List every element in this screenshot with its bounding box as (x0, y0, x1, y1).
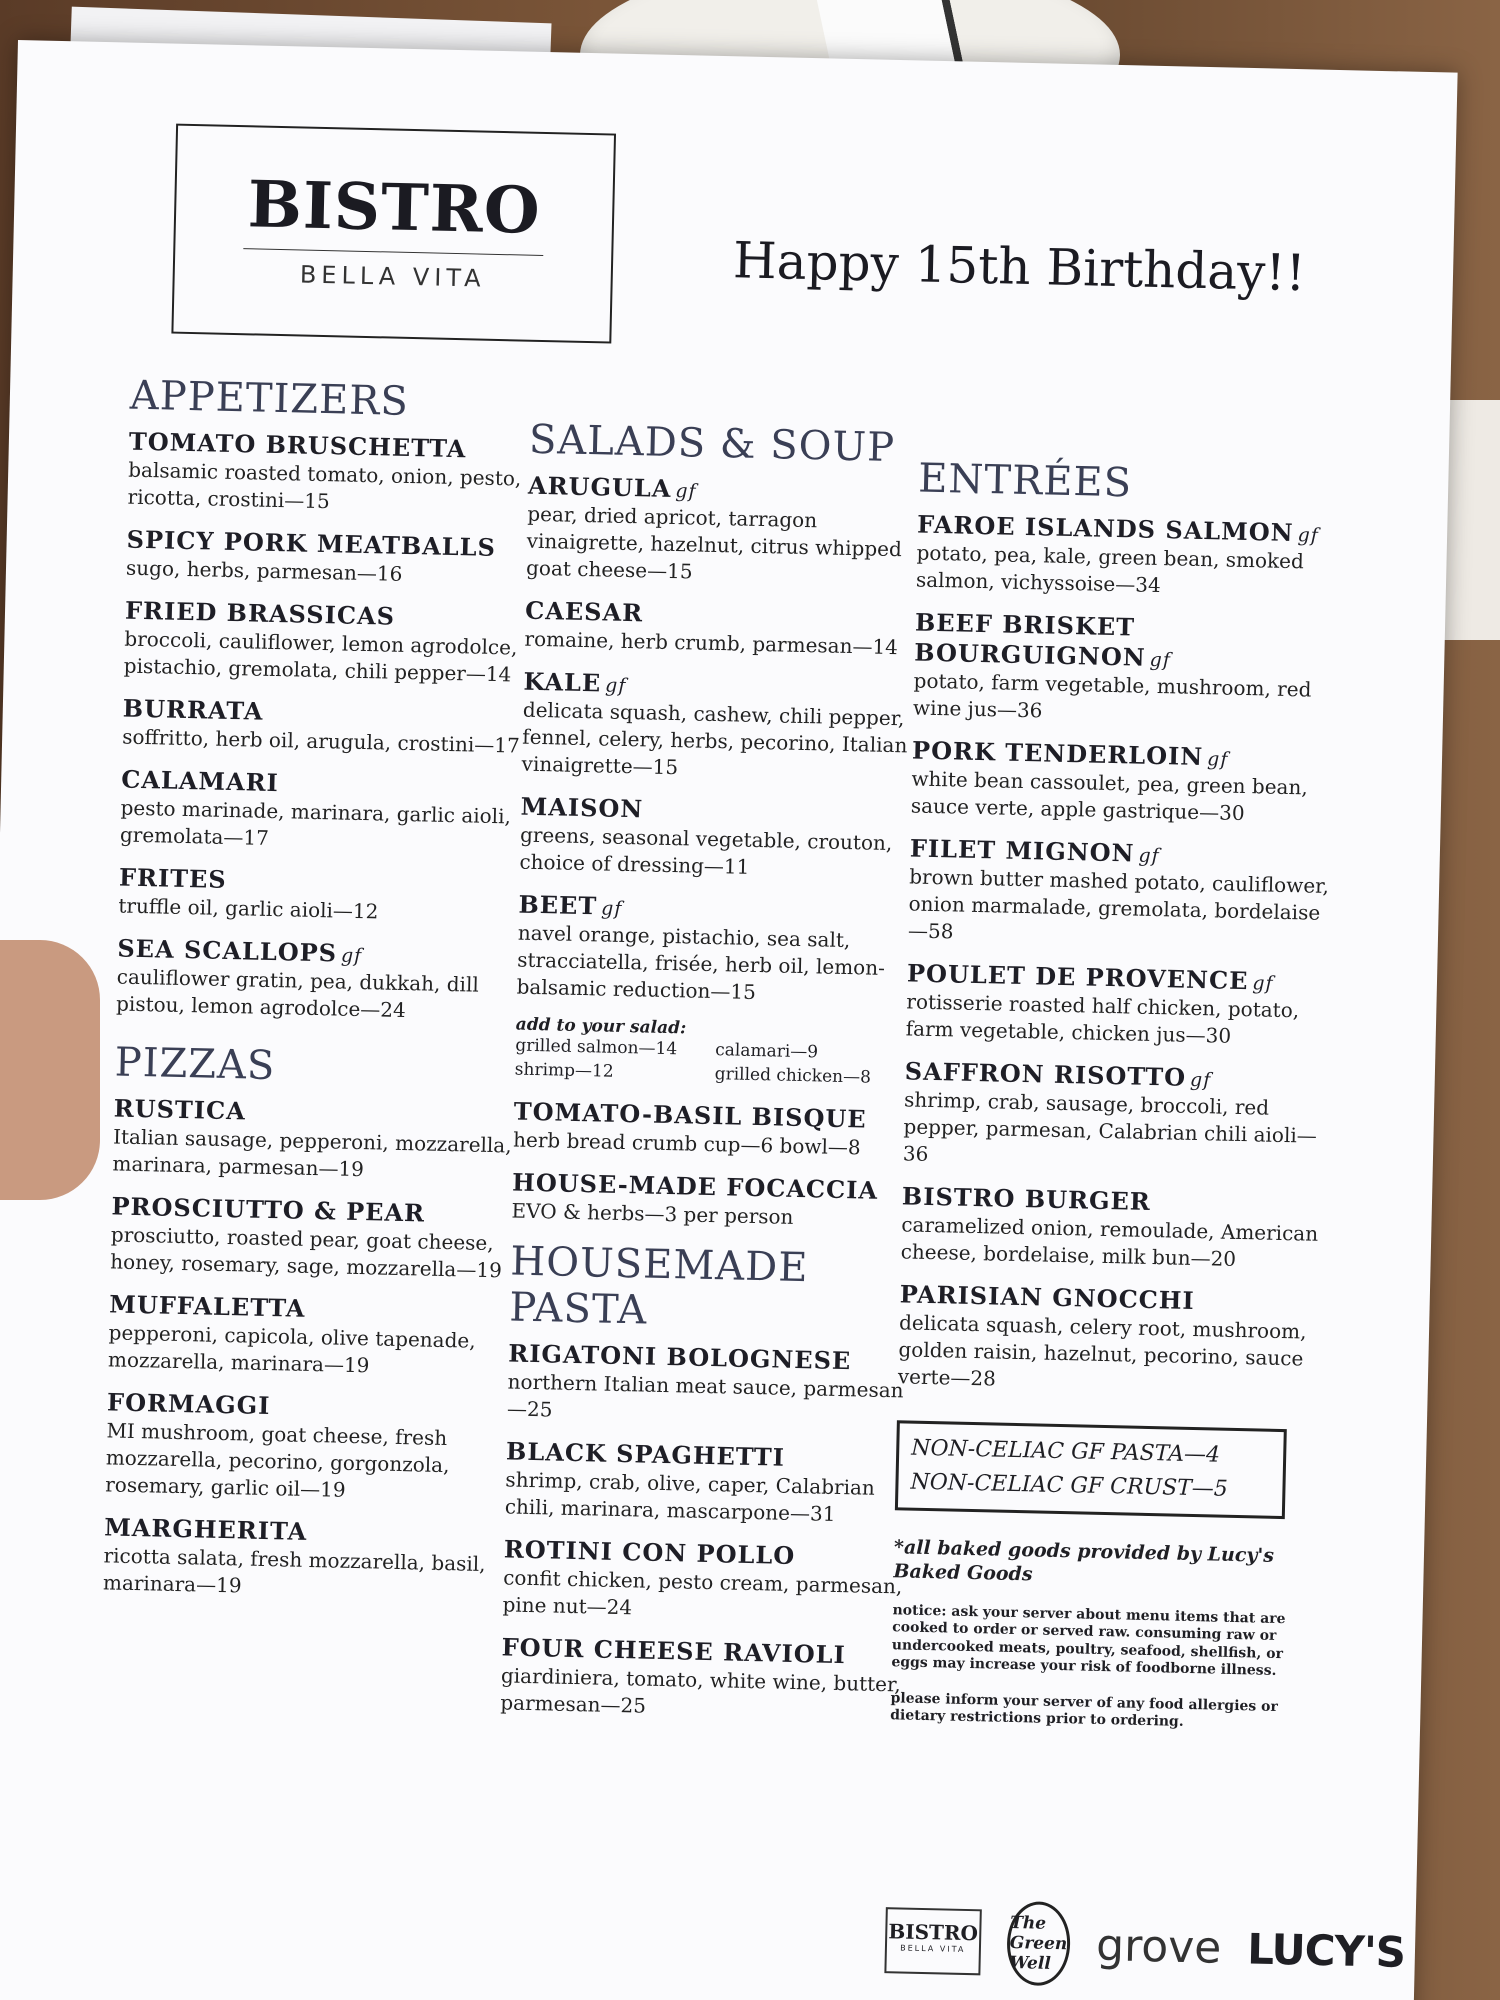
menu-item (116, 933, 548, 1027)
menu-item (519, 792, 921, 885)
green-well-logo: The Green Well (1006, 1901, 1071, 1986)
menu-item (898, 1279, 1330, 1400)
menu-item (903, 1056, 1335, 1177)
menu-item-title: HOUSE-MADE FOCACCIA (511, 1167, 879, 1205)
menu-item-title: CAESAR (524, 595, 644, 628)
menu-item-name (914, 608, 1345, 678)
menu-item (120, 765, 552, 859)
gluten-free-marker: gf (600, 897, 623, 920)
menu-item-title: CALAMARI (120, 764, 280, 798)
salad-addon: grilled salmon—14 (515, 1035, 678, 1060)
menu-sheet (0, 40, 1458, 2000)
partner-logos (884, 1900, 1406, 1992)
salad-addon: calamari—9 (715, 1040, 819, 1063)
menu-item-description: delicata squash, cashew, chili pepper, fennel, celery, herbs, pecorino, Italian vinaigrette—15 (521, 697, 908, 780)
entrees-list (898, 510, 1348, 1401)
gf-pasta: NON-CELIAC GF PASTA—4 (910, 1435, 1221, 1468)
menu-item-title: MUFFALETTA (109, 1289, 306, 1323)
menu-item-title: BISTRO BURGER (901, 1181, 1152, 1216)
menu-item (124, 596, 556, 690)
menu-item-title: FRIED BRASSICAS (124, 595, 396, 631)
menu-item-title: MARGHERITA (103, 1512, 308, 1546)
menu-item-description: greens, seasonal vegetable, crouton, choice of dressing—11 (519, 822, 893, 879)
birthday-greeting: Happy 15th Birthday!! (732, 231, 1307, 303)
menu-item-title: FAROE ISLANDS SALMON (916, 509, 1294, 548)
section-title-entrees: ENTRÉES (917, 455, 1133, 507)
menu-item-title: RIGATONI BOLOGNESE (508, 1338, 852, 1375)
menu-item-description: pear, dried apricot, tarragon vinaigrette, hazelnut, citrus whipped goat cheese—15 (525, 501, 903, 584)
menu-item-title: FORMAGGI (106, 1387, 271, 1421)
menu-item-description: ricotta salata, fresh mozzarella, basil, marinara—19 (102, 1543, 486, 1598)
gluten-free-marker: gf (604, 674, 627, 697)
gluten-free-marker: gf (1149, 648, 1172, 672)
gluten-free-marker: gf (1206, 748, 1229, 771)
menu-item (105, 1387, 537, 1508)
menu-item (127, 427, 559, 521)
menu-item-description: northern Italian meat sauce, parmesan—25 (506, 1369, 904, 1422)
baked-goods-note: *all baked goods provided by Lucy's Baked Goods (893, 1536, 1275, 1586)
menu-item-title: RUSTICA (113, 1093, 247, 1126)
section-title-pizzas: PIZZAS (114, 1039, 276, 1090)
menu-item (507, 1338, 909, 1431)
menu-item (505, 1436, 907, 1529)
menu-item (502, 1534, 904, 1627)
section-title-appetizers: APPETIZERS (129, 372, 410, 425)
menu-item-description: potato, farm vegetable, mushroom, red wine jus—36 (912, 668, 1312, 723)
bistro-footer-sub: BELLA VITA (900, 1943, 966, 1954)
allergy-notice: please inform your server of any food allergies or dietary restrictions prior to ordering. (890, 1689, 1279, 1731)
menu-item (908, 833, 1340, 954)
thumb-holding-icon (0, 940, 100, 1200)
bistro-footer-main: BISTRO (888, 1919, 979, 1946)
raw-food-notice: notice: ask your server about menu items that are cooked to order or served raw. consuming raw or undercooked meats, poultry, seafood, shellfish, or eggs may increase your risk of foodborne illness. (891, 1601, 1286, 1680)
menu-item-title: ARUGULA (527, 470, 672, 503)
gluten-free-marker: gf (1189, 1068, 1212, 1092)
menu-item (122, 694, 553, 761)
menu-item-description: confit chicken, pesto cream, parmesan, pine nut—24 (502, 1565, 903, 1619)
menu-item-title: SAFFRON RISOTTO (904, 1056, 1187, 1092)
menu-item-description: caramelized onion, remoulade, American cheese, bordelaise, milk bun—20 (900, 1212, 1319, 1271)
menu-item-description: MI mushroom, goat cheese, fresh mozzarella, pecorino, gorgonzola, rosemary, garlic oil—19 (104, 1418, 450, 1502)
gluten-free-marker: gf (675, 480, 697, 503)
menu-item-title: SEA SCALLOPS (117, 933, 338, 968)
menu-item-title: FOUR CHEESE RAVIOLI (501, 1631, 847, 1669)
gf-crust: NON-CELIAC GF CRUST—5 (910, 1469, 1229, 1502)
column-middle (500, 417, 930, 1739)
menu-item-description: herb bread crumb cup—6 bowl—8 (512, 1127, 861, 1159)
menu-item-title: BURRATA (122, 693, 264, 726)
logo-divider (243, 248, 543, 256)
menu-item (126, 525, 557, 592)
pasta-list (500, 1338, 908, 1725)
lucys-logo: LUCY'S (1246, 1923, 1406, 1977)
menu-item (118, 863, 549, 930)
menu-item (516, 890, 918, 1010)
menu-item-description: cauliflower gratin, pea, dukkah, dill pistou, lemon agrodolce—24 (115, 964, 480, 1023)
column-right (890, 456, 1349, 1753)
menu-item-description: pepperoni, capicola, olive tapenade, mozzarella, marinara—19 (107, 1320, 476, 1378)
section-title-salads: SALADS & SOUP (528, 416, 896, 471)
menu-item-description: delicata squash, celery root, mushroom, golden raisin, hazelnut, pecorino, sauce verte—28 (897, 1310, 1307, 1391)
menu-item-description: navel orange, pistachio, sea salt, stracciatella, frisée, herb oil, lemon-balsamic reduction—15 (516, 920, 886, 1004)
menu-item-title: POULET DE PROVENCE (906, 958, 1249, 996)
menu-item (905, 958, 1337, 1052)
pizzas-list (103, 1093, 544, 1606)
menu-item (513, 1096, 914, 1162)
salad-addons (514, 1035, 915, 1092)
menu-item (110, 1191, 542, 1285)
menu-item-title: FRITES (118, 862, 228, 894)
menu-item-title: PARISIAN GNOCCHI (899, 1279, 1196, 1316)
menu-item-description: broccoli, cauliflower, lemon agrodolce, pistachio, gremolata, chili pepper—14 (123, 626, 518, 687)
menu-item (112, 1093, 544, 1187)
gluten-free-marker: gf (340, 944, 363, 968)
menu-item-title: TOMATO BRUSCHETTA (128, 426, 467, 464)
menu-item-title: BEET (518, 889, 598, 921)
menu-item-title: SPICY PORK MEATBALLS (126, 524, 497, 562)
menu-item-title: ROTINI CON POLLO (503, 1534, 796, 1570)
menu-item (524, 596, 925, 662)
salad-addon: grilled chicken—8 (714, 1063, 872, 1088)
menu-item-title: PORK TENDERLOIN (911, 735, 1204, 772)
appetizers-list (116, 427, 559, 1028)
menu-item (911, 735, 1343, 829)
menu-item-title: TOMATO-BASIL BISQUE (513, 1096, 867, 1134)
menu-item (521, 667, 923, 787)
menu-item (103, 1512, 535, 1606)
menu-item-description: truffle oil, garlic aioli—12 (118, 893, 379, 924)
menu-item-description: prosciutto, roasted pear, goat cheese, honey, rosemary, sage, mozzarella—19 (110, 1222, 503, 1283)
section-title-pasta: HOUSEMADE PASTA (508, 1238, 809, 1334)
menu-item (511, 1167, 912, 1233)
menu-item-description: brown butter mashed potato, cauliflower, onion marmalade, gremolata, bordelaise—58 (907, 864, 1330, 944)
gf-options-box (895, 1420, 1287, 1519)
menu-item-description: shrimp, crab, sausage, broccoli, red pepper, parmesan, Calabrian chili aioli—36 (902, 1087, 1318, 1166)
menu-item-description: Italian sausage, pepperoni, mozzarella, marinara, parmesan—19 (112, 1124, 512, 1182)
salad-addon-label: add to your salad: (515, 1014, 687, 1039)
menu-item (916, 510, 1348, 604)
menu-item-description: potato, pea, kale, green bean, smoked salmon, vichyssoise—34 (915, 540, 1305, 598)
menu-item-description: shrimp, crab, olive, caper, Calabrian chili, marinara, mascarpone—31 (504, 1467, 876, 1526)
menu-item-description: sugo, herbs, parmesan—16 (125, 555, 403, 586)
logo-main: BISTRO (247, 167, 542, 249)
soups-list (511, 1096, 914, 1233)
menu-item (108, 1289, 540, 1383)
menu-item-title: BLACK SPAGHETTI (505, 1436, 786, 1472)
menu-item (900, 1181, 1332, 1275)
bistro-footer-logo (884, 1907, 981, 1975)
salads-list (516, 471, 928, 1010)
salad-addon: shrimp—12 (514, 1059, 614, 1082)
column-left (102, 373, 560, 1620)
logo-sub: BELLA VITA (299, 260, 486, 293)
gluten-free-marker: gf (1138, 844, 1160, 868)
menu-item-description: balsamic roasted tomato, onion, pesto, ricotta, crostini—15 (127, 457, 522, 514)
grove-logo: grove (1095, 1919, 1222, 1974)
menu-item-title: KALE (523, 666, 602, 698)
menu-item-description: EVO & herbs—3 per person (511, 1198, 794, 1229)
menu-item-title: MAISON (520, 791, 644, 824)
menu-item-description: white bean cassoulet, pea, green bean, sauce verte, apple gastrique—30 (910, 766, 1308, 826)
menu-item-description: rotisserie roasted half chicken, potato, farm vegetable, chicken jus—30 (905, 989, 1300, 1048)
menu-item-description: romaine, herb crumb, parmesan—14 (524, 626, 899, 660)
gluten-free-marker: gf (1252, 972, 1274, 995)
menu-item-title: PROSCIUTTO & PEAR (111, 1191, 426, 1228)
gluten-free-marker: gf (1297, 524, 1320, 547)
menu-item-title: FILET MIGNON (909, 833, 1135, 868)
bistro-logo (171, 124, 616, 344)
menu-item-description: soffritto, herb oil, arugula, crostini—17 (121, 724, 521, 758)
menu-item-title: BEEF BRISKET BOURGUIGNON (914, 607, 1147, 672)
menu-item (526, 471, 928, 591)
menu-item-description: pesto marinade, marinara, garlic aioli, gremolata—17 (119, 795, 512, 850)
menu-item-description: giardiniera, tomato, white wine, butter, parmesan—25 (500, 1662, 902, 1718)
menu-item (913, 608, 1345, 732)
menu-item (500, 1632, 902, 1725)
